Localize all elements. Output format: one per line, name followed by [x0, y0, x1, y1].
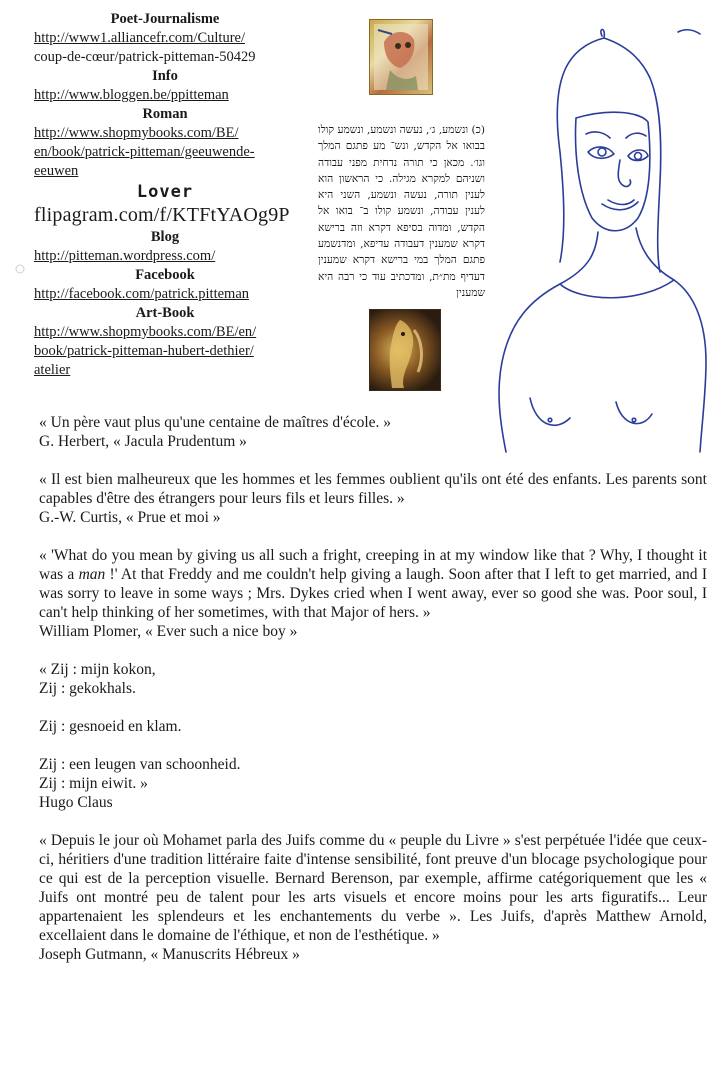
art-book-link-cont[interactable]: book/patrick-pitteman-hubert-dethier/: [34, 343, 254, 359]
quotes-body: [39, 413, 707, 983]
painting-thumbnail-top: [369, 19, 433, 95]
quote-claus-line-4: Zij : een leugen van schoonheid.: [39, 756, 241, 773]
lover-heading: Lover: [136, 182, 194, 202]
quote-claus-line-3: Zij : gesnoeid en klam.: [39, 718, 182, 735]
punch-hole-mark: [14, 254, 26, 284]
roman-heading: Roman: [142, 106, 188, 122]
quote-herbert-text: « Un père vaut plus qu'une centaine de maîtres d'école. »: [39, 414, 392, 431]
quote-curtis-source: G.-W. Curtis, « Prue et moi »: [39, 509, 221, 526]
facebook-heading: Facebook: [135, 267, 195, 283]
quote-plomer-text-a: « 'What do you mean by giving us all such a fright, creeping in at my window like that ? Why, I thought it was a: [39, 547, 707, 583]
info-link[interactable]: http://www.bloggen.be/ppitteman: [34, 87, 229, 103]
poet-journalisme-link-cont[interactable]: coup-de-cœur/patrick-pitteman-50429: [34, 49, 256, 65]
quote-plomer-text-em: man: [78, 566, 106, 583]
quote-gutmann-source: Joseph Gutmann, « Manuscrits Hébreux »: [39, 946, 300, 963]
quote-claus-stanza-3: [39, 755, 707, 812]
quote-claus-stanza-2: [39, 717, 707, 736]
blog-link[interactable]: http://pitteman.wordpress.com/: [34, 248, 216, 264]
facebook-link[interactable]: http://facebook.com/patrick.pitteman: [34, 286, 250, 302]
info-heading: Info: [152, 68, 178, 84]
art-book-heading: Art-Book: [135, 305, 195, 321]
blog-heading: Blog: [150, 229, 180, 245]
quote-plomer-text-b: !' At that Freddy and me couldn't help giving a laugh. Soon after that I left to get married, and I was sorry to leave in some ways ; Mrs. Dykes cried when I went away, ever so good she was. Poor soul, I can't help thinking of her sometimes, with that Major of hers. »: [39, 566, 707, 621]
painting-thumbnail-bottom: [369, 309, 441, 391]
poet-journalisme-heading: Poet-Journalisme: [110, 11, 220, 27]
poet-journalisme-link[interactable]: http://www1.alliancefr.com/Culture/: [34, 30, 246, 46]
quote-plomer: [39, 546, 707, 641]
quote-curtis-text: « Il est bien malheureux que les hommes et les femmes oublient qu'ils ont été des enfants. Les parents sont capables d'être des étrangers pour leurs fils et leurs filles. »: [39, 471, 707, 507]
quote-claus-line-2: Zij : gekokhals.: [39, 680, 136, 697]
roman-link-cont[interactable]: en/book/patrick-pitteman/geeuwende-: [34, 144, 255, 160]
roman-link[interactable]: http://www.shopmybooks.com/BE/: [34, 125, 239, 141]
quote-claus-source: Hugo Claus: [39, 794, 113, 811]
quote-plomer-text: [39, 546, 707, 622]
quote-gutmann-text: « Depuis le jour où Mohamet parla des Juifs comme du « peuple du Livre » s'est perpétuée l'idée que ceux-ci, héritiers d'une tradition littéraire faite d'intense sensibilité, font preuve d'un blocage psychologique pour ce qui est de la perception visuelle. Bernard Berenson, par exemple, affirme catégoriquement que les « Juifs ont montré peu de talent pour les arts visuels et encore moins pour les arts figuratifs... Leur appartenaient les splendeurs et les enchantements du verbe ». Les Juifs, d'après Matthew Arnold, excellaient dans le domaine de l'éthique, et non de l'esthétique. »: [39, 832, 707, 944]
quote-herbert: [39, 413, 707, 451]
links-column: [34, 10, 296, 380]
quote-plomer-source: William Plomer, « Ever such a nice boy »: [39, 623, 298, 640]
quote-gutmann: [39, 831, 707, 964]
art-book-link-end[interactable]: atelier: [34, 362, 71, 378]
pen-sketch-figure: [490, 22, 710, 454]
flipagram-link[interactable]: flipagram.com/f/KTFtYAOg9P: [34, 204, 290, 226]
quote-claus-stanza-1: [39, 660, 707, 698]
hebrew-text-block: (כ) ונשמע, ג׳, נעשה ונשמע, ונשמע קולו בבואו אל הקדש, ונש־ מע פתגם המלך וגו׳. מכאן כי תורה נדחית מפני עבודה ושניהם למקרא מגילה. כי הראשון הוא לענין תורה, נעשה ונשמע, השני היא לענין עבודה, ונשמע קולו ב־ בואו אל הקדש, ומדוה בסיפא דקרא וזה ברישא דקרא שמענין דעבודה עדיפא, ומדנשמע פתגם המלך במי ברישא דקרא שמענין דעדיף מת״ת, ומדכתיב עוד כי רבה היא שמענין: [318, 124, 485, 299]
art-book-link[interactable]: http://www.shopmybooks.com/BE/en/: [34, 324, 257, 340]
quote-claus-line-1: « Zij : mijn kokon,: [39, 661, 156, 678]
quote-claus-line-5: Zij : mijn eiwit. »: [39, 775, 148, 792]
quote-curtis: [39, 470, 707, 527]
roman-link-end[interactable]: eeuwen: [34, 163, 79, 179]
quote-herbert-source: G. Herbert, « Jacula Prudentum »: [39, 433, 247, 450]
